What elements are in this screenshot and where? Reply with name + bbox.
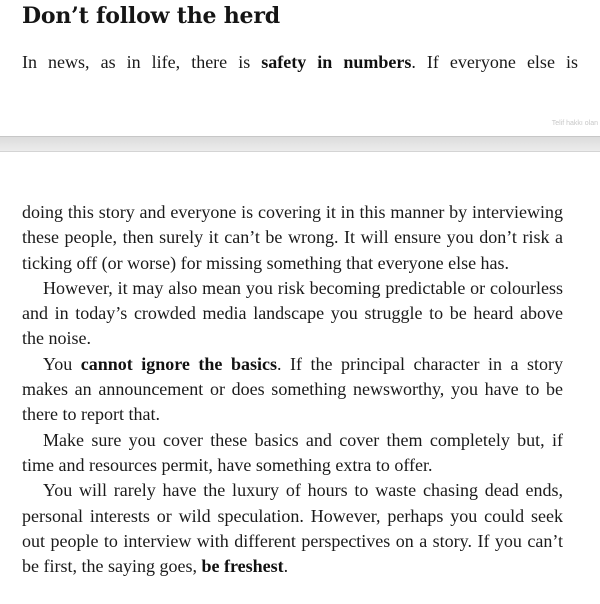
paragraph-text: doing this story and everyone is covering it in this manner by interviewing these people, then surely it can’t be wrong. It will ensure you don’t risk a ticking off (or worse) for missing something that everyone else has. [22,202,563,273]
paragraph-text: . If the principal character in a story makes an announcement or does something newsworthy, you have to be there to report that. [22,353,563,425]
first-line-bold: safety in numbers [261,52,412,72]
paragraph-text: . [283,556,289,577]
paragraph-text: You [43,353,81,374]
paragraph-text: Make sure you cover these basics and cover them completely but, if time and resources permit, have something extra to offer. [22,429,563,475]
paragraph-5 [22,478,563,579]
page-top [0,0,600,136]
paragraph-text: You will rarely have the luxury of hours to waste chasing dead ends, personal interests or wild speculation. However, perhaps you could seek out people to interview with different perspectives on a story. If you can’t be first, the saying goes, [22,480,563,577]
first-line [22,50,578,74]
paragraph-4 [22,428,563,479]
page-separator [0,136,600,152]
paragraph-text: However, it may also mean you risk becoming predictable or colourless and in today’s crowded media landscape you struggle to be heard above the noise. [22,277,563,349]
paragraph-3 [22,352,563,428]
section-heading: Don’t follow the herd [22,3,280,29]
emphasis-text: be freshest [201,556,284,577]
paragraph-1 [22,200,563,276]
first-line-text-end: . If everyone else is [411,52,578,72]
first-line-text: In news, as in life, there is [22,52,262,72]
paragraph-2 [22,276,563,352]
emphasis-text: cannot ignore the basics [80,353,277,374]
copyright-watermark: Telif hakkı olan [551,120,598,127]
body-text [22,200,563,579]
